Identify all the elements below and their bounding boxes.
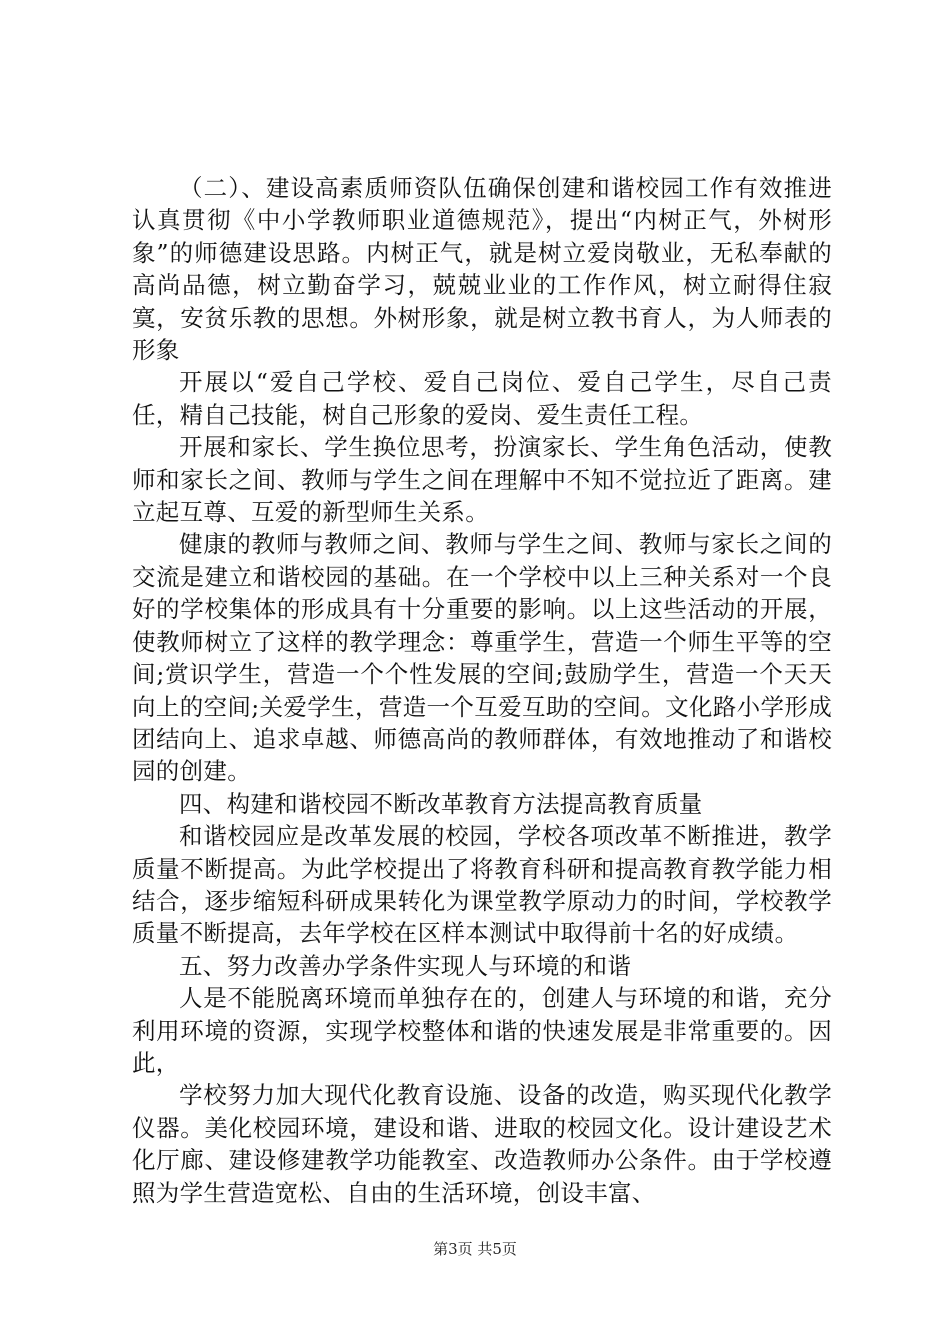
paragraph-facilities: 学校努力加大现代化教育设施、设备的改造，购买现代化教学仪器。美化校园环境，建设和谐、进取的校园文化。设计建设艺术化厅廊、建设修建教学功能教室、改造教师办公条件。由于学校遵照为学生营造宽松、自由的生活环境，创设丰富、	[132, 1081, 832, 1207]
paragraph-role-swap: 开展和家长、学生换位思考，扮演家长、学生角色活动，使教师和家长之间、教师与学生之间在理解中不知不觉拉近了距离。建立起互尊、互爱的新型师生关系。	[132, 433, 832, 527]
paragraph-healthy-relations: 健康的教师与教师之间、教师与学生之间、教师与家长之间的交流是建立和谐校园的基础。在一个学校中以上三种关系对一个良好的学校集体的形成具有十分重要的影响。以上这些活动的开展，使教师树立了这样的教学理念：尊重学生，营造一个师生平等的空间;赏识学生，营造一个个性发展的空间;鼓励学生，营造一个天天向上的空间;关爱学生，营造一个互爱互助的空间。文化路小学形成团结向上、追求卓越、师德高尚的教师群体，有效地推动了和谐校园的创建。	[132, 530, 832, 786]
section-heading-four: 四、构建和谐校园不断改革教育方法提高教育质量	[179, 789, 703, 818]
document-body	[132, 172, 832, 1209]
page-number-footer: 第3页 共5页	[433, 1240, 517, 1258]
paragraph-environment: 人是不能脱离环境而单独存在的，创建人与环境的和谐，充分利用环境的资源，实现学校整体和谐的快速发展是非常重要的。因此，	[132, 984, 832, 1077]
paragraph-reform: 和谐校园应是改革发展的校园，学校各项改革不断推进，教学质量不断提高。为此学校提出了将教育科研和提高教育教学能力相结合，逐步缩短科研成果转化为课堂教学原动力的时间，学校教学质量不断提高，去年学校在区样本测试中取得前十名的好成绩。	[132, 822, 832, 948]
section-heading-five: 五、努力改善办学条件实现人与环境的和谐	[179, 951, 632, 980]
paragraph-teacher-team: （二）、建设高素质师资队伍确保创建和谐校园工作有效推进认真贯彻《中小学教师职业道德规范》，提出“内树正气，外树形象”的师德建设思路。内树正气，就是树立爱岗敬业，无私奉献的高尚品德，树立勤奋学习，兢兢业业的工作作风，树立耐得住寂寞，安贫乐教的思想。外树形象，就是树立教书育人，为人师表的形象	[132, 174, 832, 365]
paragraph-love-school: 开展以“爱自己学校、爱自己岗位、爱自己学生，尽自己责任，精自己技能，树自己形象的爱岗、爱生责任工程。	[132, 368, 832, 429]
